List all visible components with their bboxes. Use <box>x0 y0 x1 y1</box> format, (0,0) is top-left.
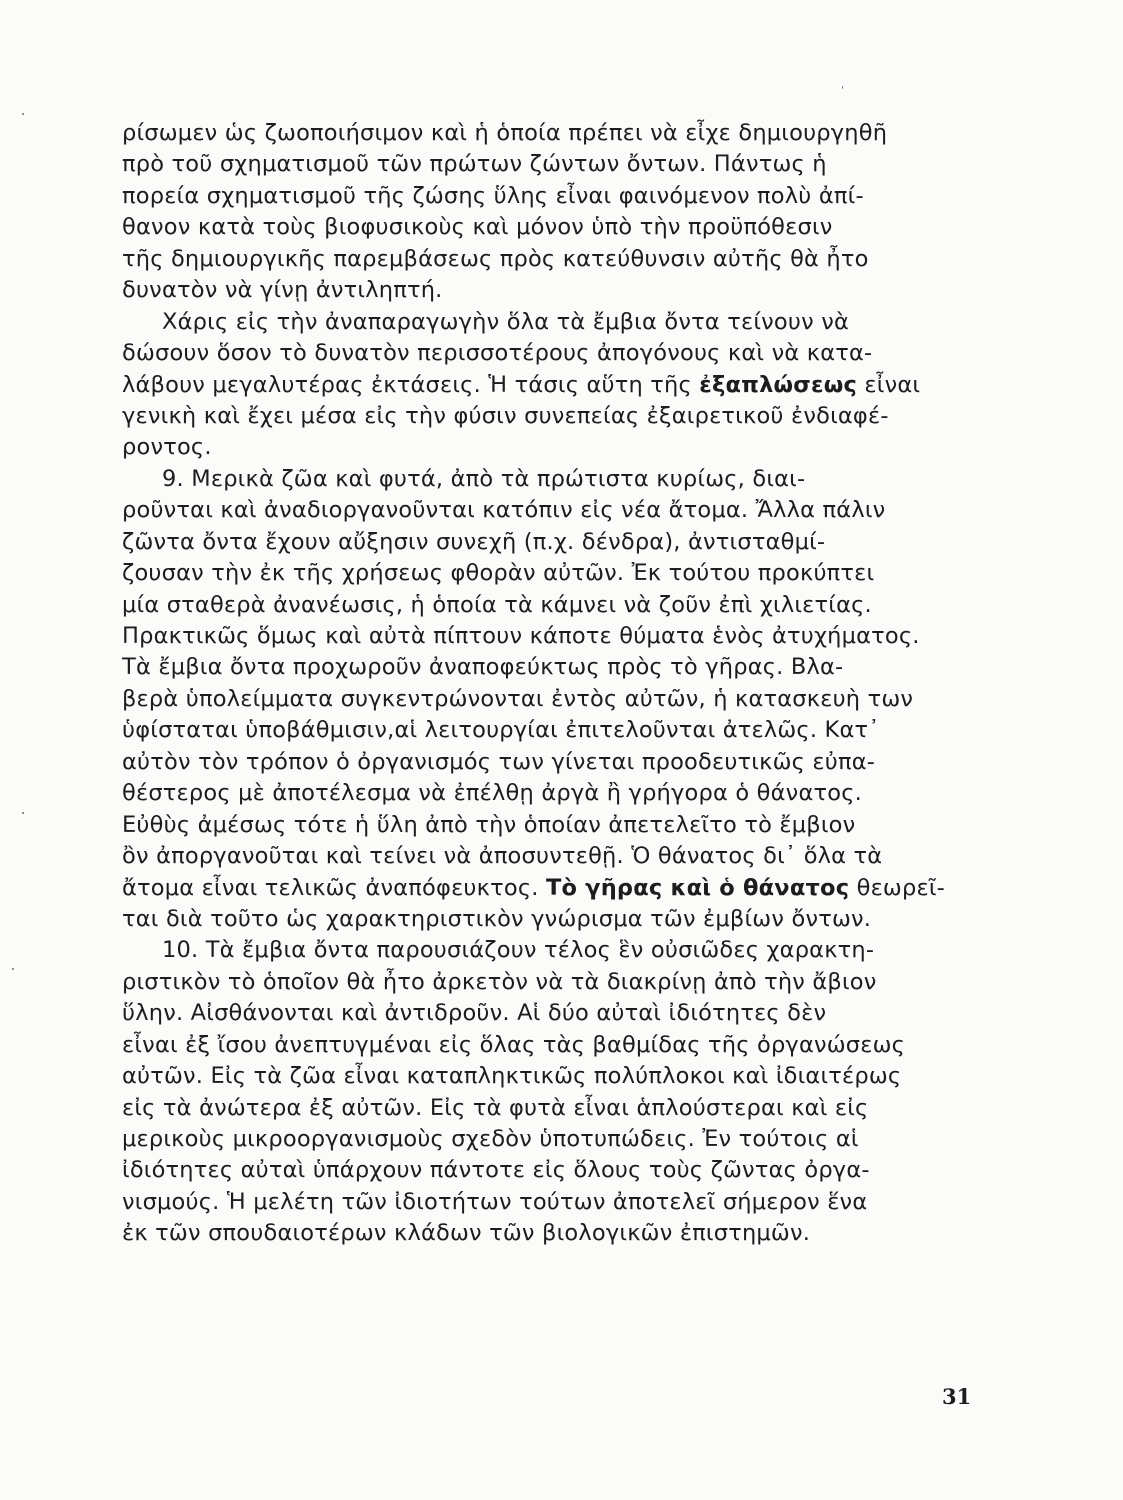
paper-speck <box>22 113 24 115</box>
text-line: Τὰ ἔμβια ὄντα προχωροῦν ἀναποφεύκτως πρὸς τὸ γῆρας. Βλα- <box>122 654 844 681</box>
paper-speck <box>12 968 14 970</box>
text-line: 10. Τὰ ἔμβια ὄντα παρουσιάζουν τέλος ἓν οὐσιῶδες χαρακτη- <box>162 937 875 964</box>
text-line: μερικοὺς μικροοργανισμοὺς σχεδὸν ὑποτυπώδεις. Ἐν τούτοις αἱ <box>122 1126 859 1152</box>
text-line: δυνατὸν νὰ γίνῃ ἀντιληπτή. <box>122 277 443 304</box>
text-line: ὑφίσταται ὑποβάθμισιν,αἱ λειτουργίαι ἐπιτελοῦνται ἀτελῶς. Κατ᾽ <box>122 717 880 744</box>
text-line: ται διὰ τοῦτο ὡς χαρακτηριστικὸν γνώρισμα τῶν ἐμβίων ὄντων. <box>122 905 872 932</box>
text-segment: εἶναι <box>857 371 921 398</box>
text-line: θέστερος μὲ ἀποτέλεσμα νὰ ἐπέλθῃ ἀργὰ ἢ γρήγορα ὁ θάνατος. <box>122 780 862 807</box>
text-line: Χάρις εἰς τὴν ἀναπαραγωγὴν ὅλα τὰ ἔμβια ὄντα τείνουν νὰ <box>162 308 850 335</box>
text-line: αὐτῶν. Εἰς τὰ ζῶα εἶναι καταπληκτικῶς πολύπλοκοι καὶ ἰδιαιτέρως <box>122 1063 902 1090</box>
text-line: αὐτὸν τὸν τρόπον ὁ ὀργανισμός των γίνεται προοδευτικῶς εὐπα- <box>122 748 876 775</box>
text-line: Εὐθὺς ἀμέσως τότε ἡ ὕλη ἀπὸ τὴν ὁποίαν ἀπετελεῖτο τὸ ἔμβιον <box>122 811 856 838</box>
emphasis-term: Τὸ γῆρας καὶ ὁ θάνατος <box>545 874 850 901</box>
text-line: ὂν ἀποργανοῦται καὶ τείνει νὰ ἀποσυντεθῇ. Ὁ θάνατος δι᾽ ὅλα τὰ <box>122 843 883 870</box>
text-line: γενικὴ καὶ ἔχει μέσα εἰς τὴν φύσιν συνεπείας ἐξαιρετικοῦ ἐνδιαφέ- <box>122 402 889 429</box>
page-number: 31 <box>942 1384 972 1409</box>
text-line <box>122 873 984 904</box>
text-line: ἰδιότητες αὐταὶ ὑπάρχουν πάντοτε εἰς ὅλους τοὺς ζῶντας ὀργα- <box>122 1157 870 1184</box>
text-line: ριστικὸν τὸ ὁποῖον θὰ ἦτο ἀρκετὸν νὰ τὰ διακρίνῃ ἀπὸ τὴν ἄβιον <box>122 968 877 995</box>
text-line: μία σταθερὰ ἀνανέωσις, ἡ ὁποία τὰ κάμνει νὰ ζοῦν ἐπὶ χιλιετίας. <box>122 591 872 618</box>
paper-speck <box>22 812 24 814</box>
text-line: Πρακτικῶς ὅμως καὶ αὐτὰ πίπτουν κάποτε θύματα ἑνὸς ἀτυχήματος. <box>122 623 920 649</box>
text-line: ζουσαν τὴν ἐκ τῆς χρήσεως φθορὰν αὐτῶν. Ἐκ τούτου προκύπτει <box>122 560 875 587</box>
text-line: βερὰ ὑπολείμματα συγκεντρώνονται ἐντὸς αὐτῶν, ἡ κατασκευὴ των <box>122 685 914 712</box>
text-line: ροντος. <box>122 434 212 461</box>
paper-speck <box>842 86 843 89</box>
body-text <box>122 118 984 1250</box>
text-line <box>122 370 984 401</box>
text-line: ζῶντα ὄντα ἔχουν αὔξησιν συνεχῆ (π.χ. δένδρα), ἀντισταθμί- <box>122 528 826 555</box>
text-line: εἶναι ἐξ ἴσου ἀνεπτυγμέναι εἰς ὅλας τὰς βαθμίδας τῆς ὀργανώσεως <box>122 1031 906 1058</box>
text-line: ρίσωμεν ὡς ζωοποιήσιμον καὶ ἡ ὁποία πρέπει νὰ εἶχε δημιουργηθῆ <box>122 120 888 146</box>
text-line: πορεία σχηματισμοῦ τῆς ζώσης ὕλης εἶναι φαινόμενον πολὺ ἀπί- <box>122 182 864 209</box>
text-line: πρὸ τοῦ σχηματισμοῦ τῶν πρώτων ζώντων ὄντων. Πάντως ἡ <box>122 151 827 178</box>
text-line: ροῦνται καὶ ἀναδιοργανοῦνται κατόπιν εἰς νέα ἄτομα. Ἄλλα πάλιν <box>122 497 886 524</box>
text-line: τῆς δημιουργικῆς παρεμβάσεως πρὸς κατεύθυνσιν αὐτῆς θὰ ἦτο <box>122 245 869 272</box>
text-line: εἰς τὰ ἀνώτερα ἐξ αὐτῶν. Εἰς τὰ φυτὰ εἶναι ἁπλούστεραι καὶ εἰς <box>122 1094 869 1121</box>
text-line: ἐκ τῶν σπουδαιοτέρων κλάδων τῶν βιολογικῶν ἐπιστημῶν. <box>122 1220 811 1247</box>
text-segment: θεωρεῖ- <box>849 874 945 901</box>
text-line: νισμούς. Ἡ μελέτη τῶν ἰδιοτήτων τούτων ἀποτελεῖ σήμερον ἕνα <box>122 1188 868 1215</box>
emphasis-term: ἐξαπλώσεως <box>699 371 858 398</box>
text-line: ὕλην. Αἰσθάνονται καὶ ἀντιδροῦν. Αἱ δύο αὐταὶ ἰδιότητες δὲν <box>122 1000 827 1027</box>
text-line: δώσουν ὅσον τὸ δυνατὸν περισσοτέρους ἀπογόνους καὶ νὰ κατα- <box>122 340 873 367</box>
text-segment: λάβουν μεγαλυτέρας ἐκτάσεις. Ἡ τάσις αὕτη τῆς <box>122 371 700 398</box>
text-line: θανον κατὰ τοὺς βιοφυσικοὺς καὶ μόνον ὑπὸ τὴν προϋπόθεσιν <box>122 214 833 241</box>
text-line: 9. Μερικὰ ζῶα καὶ φυτά, ἀπὸ τὰ πρώτιστα κυρίως, διαι- <box>162 465 806 492</box>
text-segment: ἄτομα εἶναι τελικῶς ἀναπόφευκτος. <box>122 874 546 901</box>
